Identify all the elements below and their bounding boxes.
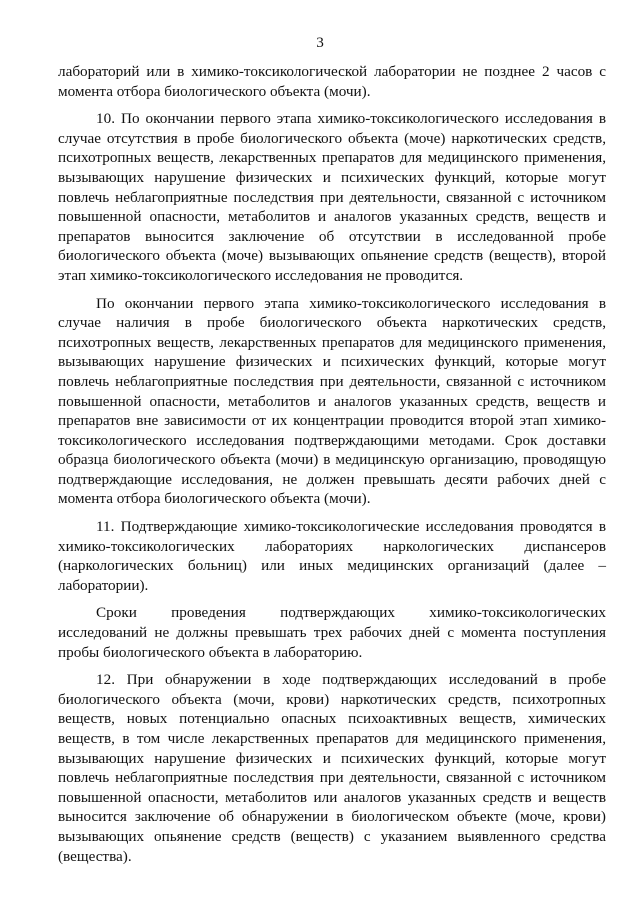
paragraph-item-11: 11. Подтверждающие химико-токсикологические исследования проводятся в химико-токсикологических лабораториях наркологических диспансеров (наркологических больниц) или иных медицинских организаций (далее – лаборатории). — [58, 518, 606, 594]
page-number: 3 — [316, 34, 324, 51]
paragraph-confirmation-terms: Сроки проведения подтверждающих химико-токсикологических исследований не должны превышать трех рабочих дней с момента поступления пробы биологического объекта в лабораторию. — [58, 604, 606, 661]
document-body — [58, 62, 606, 866]
paragraph-item-10: 10. По окончании первого этапа химико-токсикологического исследования в случае отсутствия в пробе биологического объекта (моче) наркотических средств, психотропных веществ, лекарственных препаратов для медицинского применения, вызывающих нарушение физических и психических функций, которые могут повлечь неблагоприятные последствия при деятельности, связанной с источником повышенной опасности, метаболитов и аналогов указанных средств, веществ и препаратов выносится заключение об отсутствии в исследованной пробе биологического объекта (моче) вызывающих опьянение средств (веществ), второй этап химико-токсикологического исследования не проводится. — [58, 110, 606, 284]
paragraph-continuation: лабораторий или в химико-токсикологической лаборатории не позднее 2 часов с момента отбора биологического объекта (мочи). — [58, 63, 606, 100]
paragraph-item-12: 12. При обнаружении в ходе подтверждающих исследований в пробе биологического объекта (мочи, крови) наркотических средств, психотропных веществ, новых потенциально опасных психоактивных веществ, химических веществ, в том числе лекарственных препаратов для медицинского применения, вызывающих нарушение физических и психических функций, которые могут повлечь неблагоприятные последствия при деятельности, связанной с источником повышенной опасности, метаболитов или аналогов указанных средств и веществ выносится заключение об обнаружении в биологическом объекте (моче, крови) вызывающих опьянение средств (веществ) с указанием выявленного средства (вещества). — [58, 671, 606, 865]
paragraph-second-stage: По окончании первого этапа химико-токсикологического исследования в случае наличия в пробе биологического объекта наркотических средств, психотропных веществ, лекарственных препаратов для медицинского применения, вызывающих нарушение физических и психических функций, которые могут повлечь неблагоприятные последствия при деятельности, связанной с источником повышенной опасности, метаболитов и аналогов указанных средств, веществ и препаратов вне зависимости от их концентрации проводится второй этап химико-токсикологического исследования подтверждающими методами. Срок доставки образца биологического объекта (мочи) в медицинскую организацию, проводящую подтверждающие исследования, не должен превышать десяти рабочих дней с момента отбора биологического объекта (мочи). — [58, 294, 606, 508]
